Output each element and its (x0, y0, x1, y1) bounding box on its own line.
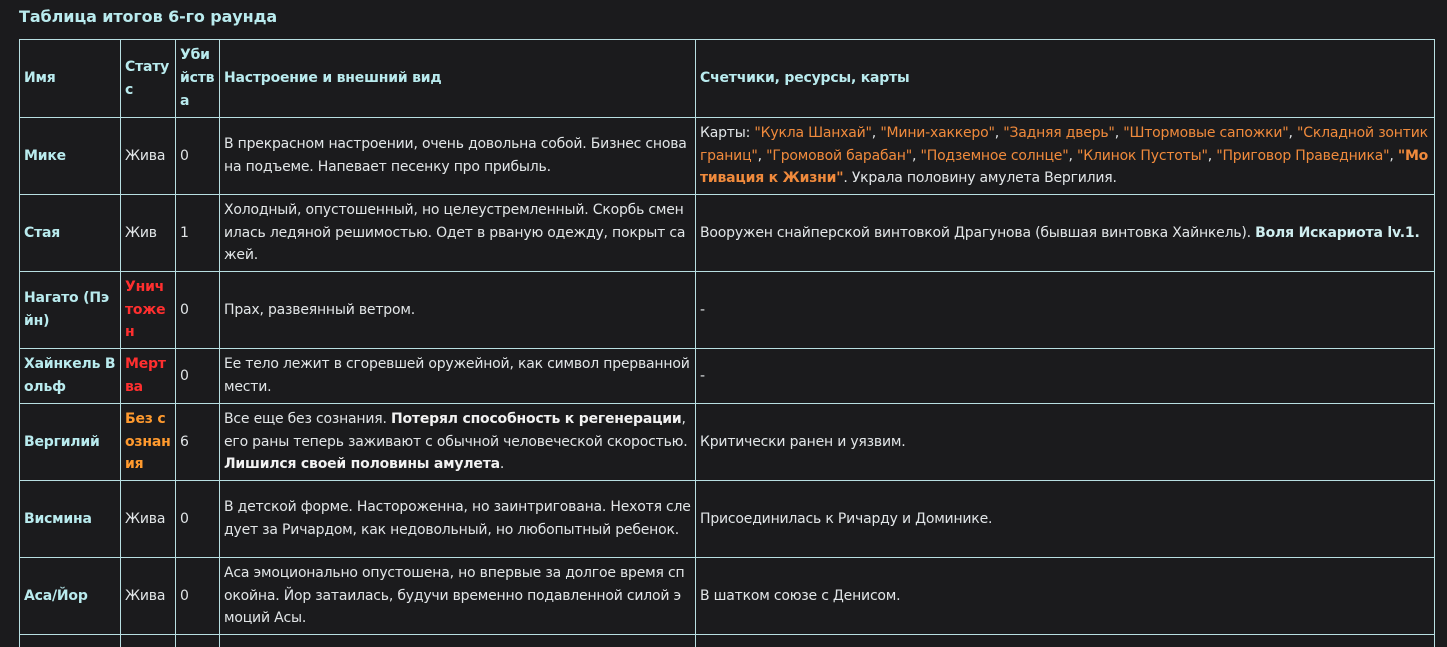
mood-text: Все еще без сознания. (224, 410, 391, 427)
row-status: Без сознания (121, 404, 176, 481)
row-status: Жива (121, 118, 176, 195)
card-item: "Задняя дверь" (1003, 124, 1115, 141)
header-name: Имя (20, 40, 121, 118)
header-row (20, 40, 1435, 118)
row-mood: В детской форме. Настороженна, но заинтригована. Нехотя следует за Ричардом, как недовольный, но любопытный ребенок. (220, 481, 696, 558)
row-counters: Критически ранен и уязвим. (696, 404, 1435, 481)
row-kills: 1 (176, 195, 220, 272)
row-name: Вергилий (20, 404, 121, 481)
row-name: Мике (20, 118, 121, 195)
row-counters: - (696, 272, 1435, 349)
row-kills: 0 (176, 272, 220, 349)
page-title: Таблица итогов 6-го раунда (19, 7, 278, 26)
cards-label: Карты: (700, 124, 755, 141)
row-status: Мертва (121, 349, 176, 404)
mood-bold: Потерял способность к регенерации (390, 410, 682, 427)
mood-text: , его раны теперь заживают с обычной человеческой скоростью. (224, 410, 688, 450)
card-item: "Приговор Праведника" (1216, 147, 1390, 164)
counters-text: Вооружен снайперской винтовкой Драгунова (бывшая винтовка Хайнкель). (700, 224, 1256, 241)
row-status: Уничтожен (121, 272, 176, 349)
card-item: "Складной зонтик границ" (700, 124, 1428, 164)
row-status: Жива (121, 558, 176, 635)
row-kills: 0 (176, 118, 220, 195)
card-item-bold: "Мотивация к Жизни" (700, 147, 1429, 187)
row-mood: Прах, развеянный ветром. (220, 272, 696, 349)
row-mood: В прекрасном настроении, очень довольна собой. Бизнес снова на подъеме. Напевает песенку про прибыль. (220, 118, 696, 195)
table-row (20, 272, 1435, 349)
row-counters (696, 195, 1435, 272)
header-counters: Счетчики, ресурсы, карты (696, 40, 1435, 118)
row-name: Стая (20, 195, 121, 272)
row-kills: 0 (176, 349, 220, 404)
results-table (19, 39, 1435, 647)
row-counters: - (696, 349, 1435, 404)
row-status: Жива (121, 481, 176, 558)
row-counters: В шатком союзе с Денисом. (696, 558, 1435, 635)
row-counters: Карты: "Кукла Шанхай", "Мини-хаккеро", "Задняя дверь", "Штормовые сапожки", "Складной зонтик границ", "Громовой барабан", "Подземное солнце", "Клинок Пустоты", "Приговор Праведника", "Мотивация к Жизни". Украла половину амулета Вергилия. (696, 118, 1435, 195)
card-item: "Громовой барабан" (766, 147, 912, 164)
row-status: Жив (121, 195, 176, 272)
table-row (20, 118, 1435, 195)
table-row (20, 349, 1435, 404)
row-kills: 0 (176, 558, 220, 635)
row-mood (220, 404, 696, 481)
header-mood: Настроение и внешний вид (220, 40, 696, 118)
table-row (20, 195, 1435, 272)
mood-bold: Лишился своей половины амулета (224, 456, 500, 473)
row-name: Висмина (20, 481, 121, 558)
row-name: Нагато (Пэйн) (20, 272, 121, 349)
card-item: "Штормовые сапожки" (1123, 124, 1289, 141)
mood-text: . (499, 456, 505, 473)
counters-end: . (1414, 224, 1420, 241)
table-row (20, 558, 1435, 635)
table-row (20, 481, 1435, 558)
card-item: "Кукла Шанхай" (754, 124, 872, 141)
row-counters: Присоединилась к Ричарду и Доминике. (696, 481, 1435, 558)
counters-bold: Воля Искариота lv.1 (1255, 224, 1415, 241)
row-mood: Холодный, опустошенный, но целеустремленный. Скорбь сменилась ледяной решимостью. Одет в рваную одежду, покрыт сажей. (220, 195, 696, 272)
row-kills: 6 (176, 404, 220, 481)
row-kills: 0 (176, 481, 220, 558)
row-mood: Аса эмоционально опустошена, но впервые за долгое время спокойна. Йор затаилась, будучи временно подавленной силой эмоций Асы. (220, 558, 696, 635)
card-item: "Подземное солнце" (920, 147, 1069, 164)
row-name: Аса/Йор (20, 558, 121, 635)
table-row (20, 404, 1435, 481)
counters-suffix: . Украла половину амулета Вергилия. (843, 170, 1117, 187)
row-name: Хайнкель Вольф (20, 349, 121, 404)
table-row (20, 635, 1435, 647)
card-item: "Мини-хаккеро" (880, 124, 995, 141)
header-status: Статус (121, 40, 176, 118)
header-kills: Убийства (176, 40, 220, 118)
card-item: "Клинок Пустоты" (1076, 147, 1208, 164)
row-mood: Ее тело лежит в сгоревшей оружейной, как символ прерванной мести. (220, 349, 696, 404)
